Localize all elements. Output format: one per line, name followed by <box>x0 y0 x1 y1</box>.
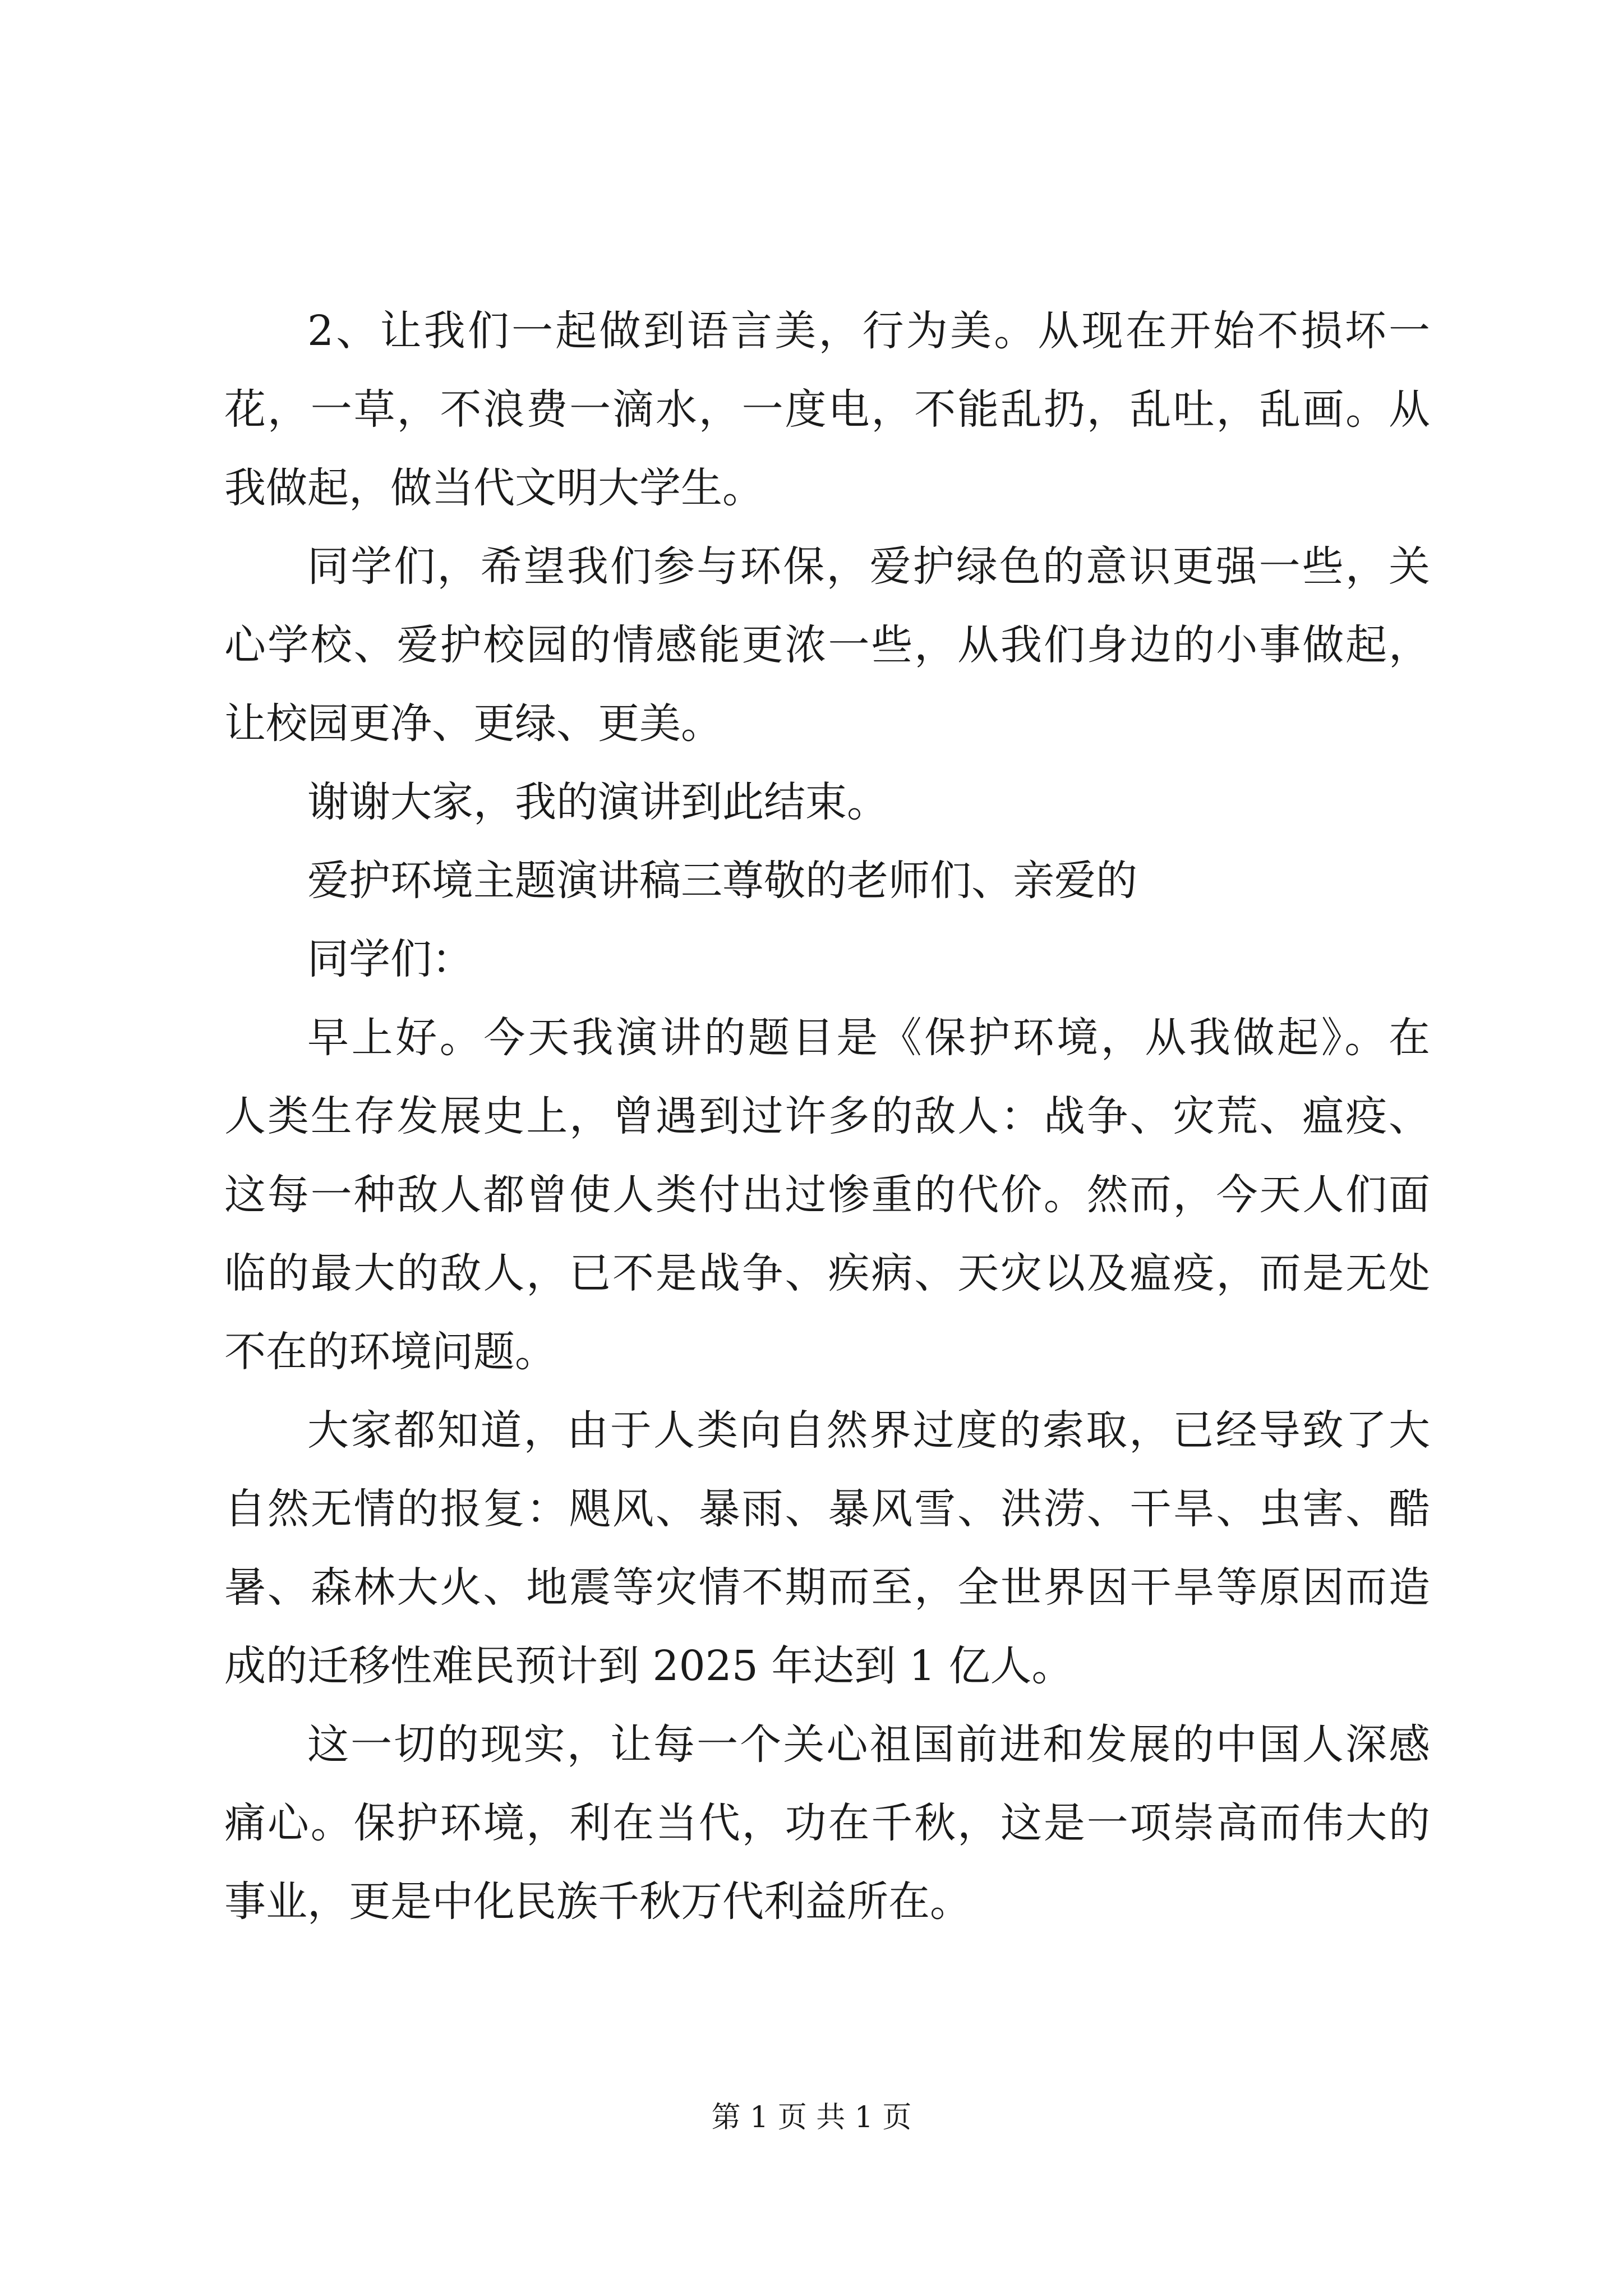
text-line: 这一切的现实，让每一个关心祖国前进和发展的中国人深感 <box>307 1720 1430 1769</box>
text-line: 心学校、爱护校园的情感能更浓一些，从我们身边的小事做起， <box>224 621 1430 669</box>
text-line: 谢谢大家，我的演讲到此结束。 <box>307 778 888 826</box>
text-line: 痛心。保护环境，利在当代，功在千秋，这是一项崇高而伟大的 <box>224 1799 1430 1847</box>
text-line: 早上好。今天我演讲的题目是《保护环境，从我做起》。在 <box>307 1014 1430 1062</box>
paragraph <box>224 1391 1430 1705</box>
text-line: 2、让我们一起做到语言美，行为美。从现在开始不损坏一 <box>307 307 1430 355</box>
page-number-label: 第 1 页 共 1 页 <box>711 2101 912 2134</box>
paragraph <box>224 920 1430 999</box>
paragraph <box>224 527 1430 763</box>
paragraph <box>224 292 1430 527</box>
text-line: 同学们： <box>307 935 473 983</box>
paragraph <box>224 763 1430 841</box>
text-line: 不在的环境问题。 <box>224 1328 556 1376</box>
document-body <box>224 292 1430 1941</box>
text-line: 事业，更是中化民族千秋万代利益所在。 <box>224 1878 971 1926</box>
text-line: 大家都知道，由于人类向自然界过度的索取，已经导致了大 <box>307 1406 1430 1455</box>
text-line: 临的最大的敌人，已不是战争、疾病、天灾以及瘟疫，而是无处 <box>224 1249 1430 1297</box>
text-line: 这每一种敌人都曾使人类付出过惨重的代价。然而，今天人们面 <box>224 1171 1430 1219</box>
text-line: 爱护环境主题演讲稿三尊敬的老师们、亲爱的 <box>307 857 1137 905</box>
text-line: 暑、森林大火、地震等灾情不期而至，全世界因干旱等原因而造 <box>224 1563 1430 1612</box>
text-line: 人类生存发展史上，曾遇到过许多的敌人：战争、灾荒、瘟疫、 <box>224 1092 1430 1140</box>
paragraph <box>224 841 1430 920</box>
text-line: 自然无情的报复：飓风、暴雨、暴风雪、洪涝、干旱、虫害、酷 <box>224 1485 1430 1533</box>
text-line: 让校园更净、更绿、更美。 <box>224 700 722 748</box>
page-footer <box>0 2095 1623 2140</box>
text-line: 花，一草，不浪费一滴水，一度电，不能乱扔，乱吐，乱画。从 <box>224 385 1430 434</box>
text-line: 我做起，做当代文明大学生。 <box>224 464 764 512</box>
text-line: 成的迁移性难民预计到 2025 年达到 1 亿人。 <box>224 1642 1073 1690</box>
paragraph <box>224 1705 1430 1941</box>
paragraph <box>224 999 1430 1391</box>
text-line: 同学们，希望我们参与环保，爱护绿色的意识更强一些，关 <box>307 542 1430 591</box>
